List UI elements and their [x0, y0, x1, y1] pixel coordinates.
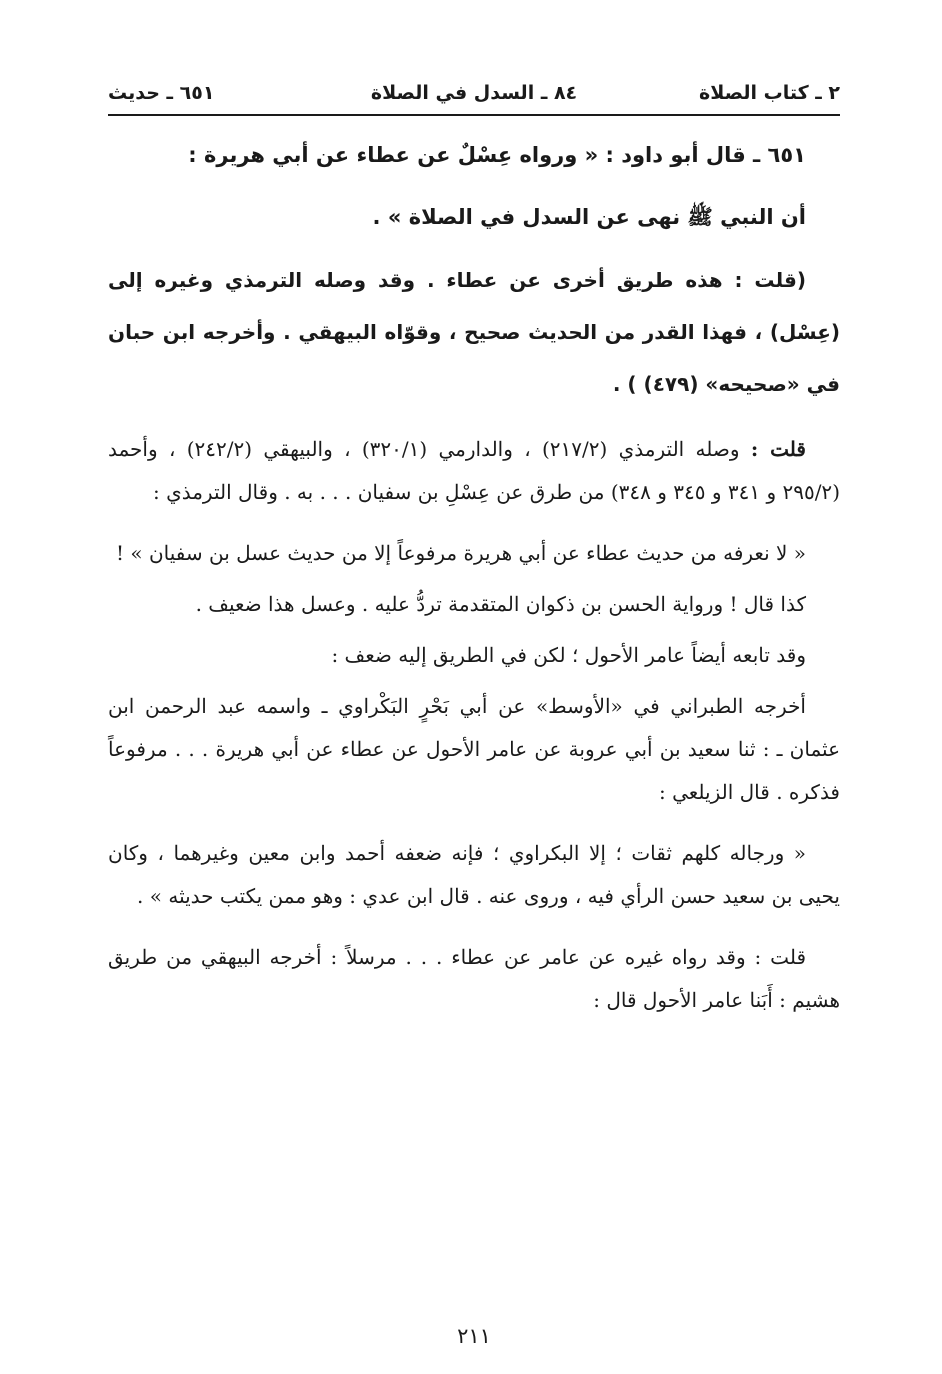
commentary-paragraph-5: أخرجه الطبراني في «الأوسط» عن أبي بَحْرٍ البَكْراوي ـ واسمه عبد الرحمن ابن عثمان ـ : ثنا سعيد بن أبي عروبة عن عامر الأحول عن عطاء عن أبي هريرة . . . مرفوعاً فذكره . قال الزيلعي :	[108, 694, 840, 804]
commentary-paragraph-6: « ورجاله كلهم ثقات ؛ إلا البكراوي ؛ فإنه ضعفه أحمد وابن معين وغيرهما ، وكان يحيى بن سعيد حسن الرأي فيه ، وروى عنه . قال ابن عدي : وهو ممن يكتب حديثه » .	[108, 841, 840, 908]
commentary-text: وصله الترمذي (٢١٧/٢) ، والدارمي (٣٢٠/١) ، والبيهقي (٢٤٢/٢) ، وأحمد (٢٩٥/٢ و ٣٤١ و ٣٤٥ و ٣٤٨) من طرق عن عِسْلِ بن سفيان . . . به . وقال الترمذي :	[108, 437, 840, 504]
hadith-text-line-1: ٦٥١ ـ قال أبو داود : « ورواه عِسْلٌ عن عطاء عن أبي هريرة :	[188, 143, 806, 167]
commentary-paragraph-2: « لا نعرفه من حديث عطاء عن أبي هريرة مرفوعاً إلا من حديث عسل بن سفيان » !	[115, 541, 806, 565]
page-content	[108, 124, 840, 1022]
commentary-lead: قلت :	[750, 437, 806, 461]
running-header	[108, 78, 840, 116]
editor-note: (قلت : هذه طريق أخرى عن عطاء . وقد وصله الترمذي وغيره إلى (عِسْل) ، فهذا القدر من الحديث صحيح ، وقوّاه البيهقي . وأخرجه ابن حبان في «صحيحه» (٤٧٩) ) .	[108, 268, 840, 396]
header-book-title: ٢ ـ كتاب الصلاة	[699, 82, 840, 104]
header-chapter-title: ٨٤ ـ السدل في الصلاة	[370, 82, 578, 104]
book-page	[108, 78, 840, 1348]
hadith-text-line-2: أن النبي ﷺ نهى عن السدل في الصلاة » .	[372, 205, 806, 229]
header-hadith-number: ٦٥١ ـ حديث	[108, 82, 215, 104]
commentary-paragraph-1	[108, 428, 840, 514]
page-number: ٢١١	[457, 1324, 491, 1348]
commentary-paragraph-7: قلت : وقد رواه غيره عن عامر عن عطاء . . . مرسلاً : أخرجه البيهقي من طريق هشيم : أَبَنا عامر الأحول قال :	[108, 945, 840, 1012]
commentary-paragraph-3: كذا قال ! ورواية الحسن بن ذكوان المتقدمة تردُّ عليه . وعسل هذا ضعيف .	[195, 592, 806, 616]
commentary-paragraph-4: وقد تابعه أيضاً عامر الأحول ؛ لكن في الطريق إليه ضعف :	[331, 643, 806, 667]
